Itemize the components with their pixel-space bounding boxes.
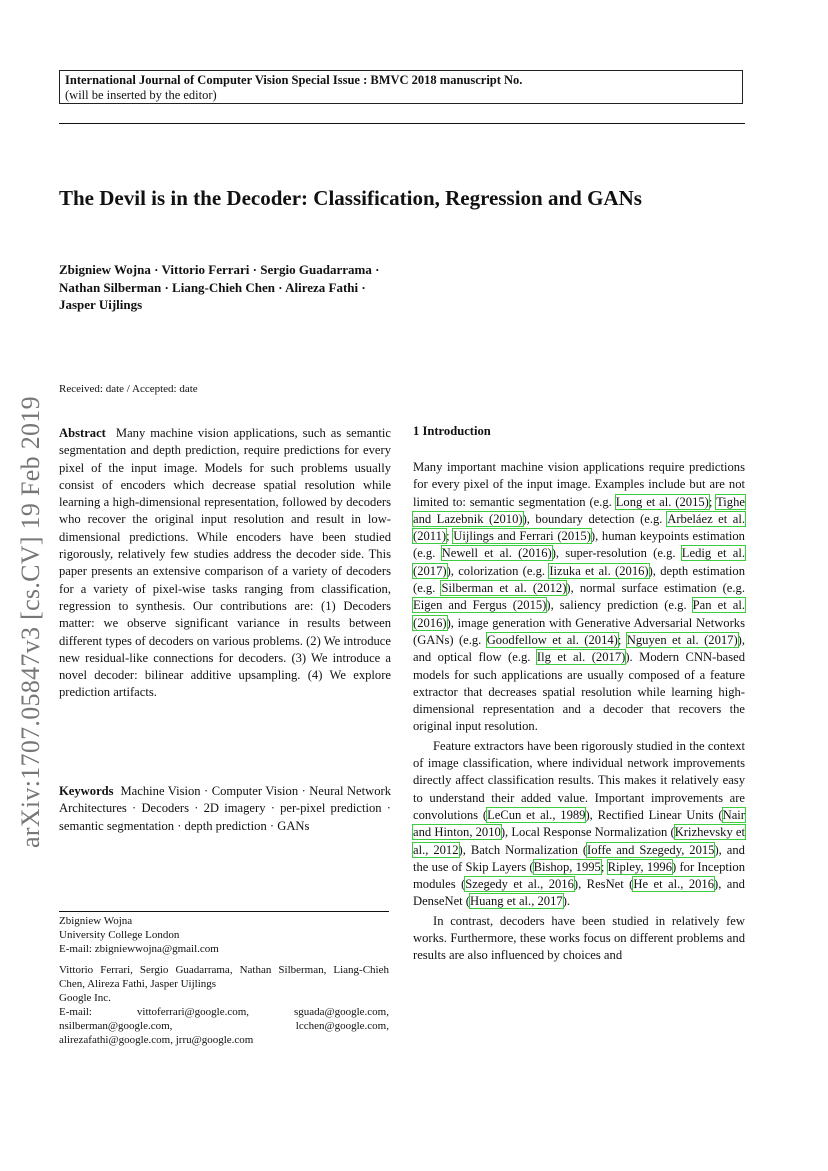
paper-title: The Devil is in the Decoder: Classification, Regression and GANs bbox=[59, 186, 642, 210]
introduction-body bbox=[413, 459, 745, 965]
citation-link[interactable]: Long et al. (2015) bbox=[615, 494, 709, 509]
body-text: ), boundary detection (e.g. bbox=[522, 511, 668, 526]
author-line-3: Jasper Uijlings bbox=[59, 297, 143, 312]
body-text: ), ResNet ( bbox=[573, 877, 634, 892]
body-text: Many important machine vision applications require predictions for every pixel of the input image. Examples include but are not limited to: semantic segmentation (e.g. bbox=[413, 460, 745, 509]
email-silberman: nsilberman@google.com, bbox=[59, 1020, 173, 1032]
email-label: E-mail: bbox=[59, 1006, 92, 1018]
body-text: ), and optical flow (e.g. bbox=[413, 632, 745, 665]
citation-link[interactable]: Uijlings and Ferrari (2015) bbox=[453, 529, 591, 544]
citation-link[interactable]: Nguyen et al. (2017) bbox=[626, 632, 738, 647]
citation-link[interactable]: Tighe and Lazebnik (2010) bbox=[413, 494, 745, 526]
email-row-2 bbox=[59, 1019, 389, 1033]
citation-link[interactable]: Krizhevsky et al., 2012 bbox=[413, 825, 745, 857]
body-text: ; bbox=[446, 529, 454, 544]
author-line-2: Nathan Silberman · Liang-Chieh Chen · Alireza Fathi · bbox=[59, 279, 366, 295]
body-text: ), colorization (e.g. bbox=[446, 563, 550, 578]
other-authors-affiliation: Google Inc. bbox=[59, 992, 111, 1004]
body-text: In contrast, decoders have been studied in relatively few works. Furthermore, these works focus on different problems and results are also influenced by choices and bbox=[413, 913, 745, 963]
email-row-1 bbox=[59, 1005, 389, 1019]
body-text: ), and the use of Skip Layers ( bbox=[413, 842, 745, 874]
body-text: ; bbox=[617, 632, 627, 647]
body-text: ), Batch Normalization ( bbox=[458, 842, 588, 857]
abstract-text: Many machine vision applications, such as semantic segmentation and depth prediction, require predictions for every pixel of the input image. Models for such problems usually consist of encoders which decrease spatial resolution while learning a high-dimensional representation, followed by decoders who recover the original input resolution and result in low-dimensional predictions. While encoders have been studied rigorously, relatively few studies address the decoder side. This paper presents an extensive comparison of a variety of decoders for a variety of pixel-wise tasks ranging from classification, regression to synthesis. Our contributions are: (1) Decoders matter: we observe significant variance in results between different types of decoders on various problems. (2) We introduce new residual-like connections for decoders. (3) We introduce a novel decoder: bilinear additive upsampling. (4) We explore prediction artifacts. bbox=[59, 426, 392, 700]
author-1-name: Zbigniew Wojna bbox=[59, 915, 133, 927]
introduction-heading: 1 Introduction bbox=[413, 424, 491, 438]
body-text: ; bbox=[708, 494, 717, 509]
email-chen: lcchen@google.com, bbox=[295, 1020, 389, 1032]
citation-link[interactable]: Huang et al., 2017 bbox=[470, 894, 563, 909]
editor-note: (will be inserted by the editor) bbox=[65, 88, 217, 102]
citation-link[interactable]: Arbeláez et al. (2011) bbox=[413, 511, 745, 544]
author-1-affiliation: University College London bbox=[59, 929, 180, 941]
abstract-section bbox=[59, 425, 391, 702]
citation-link[interactable]: Eigen and Fergus (2015) bbox=[413, 598, 547, 613]
footnote-other-authors bbox=[59, 963, 389, 1047]
citation-link[interactable]: Pan et al. (2016) bbox=[413, 598, 745, 630]
body-text: ), human keypoints estimation (e.g. bbox=[413, 529, 745, 561]
abstract-heading: Abstract bbox=[59, 426, 106, 440]
citation-link[interactable]: He et al., 2016 bbox=[633, 877, 715, 892]
arxiv-identifier: arXiv:1707.05847v3 [cs.CV] 19 Feb 2019 bbox=[16, 396, 45, 848]
email-guadarrama: sguada@google.com, bbox=[293, 1006, 389, 1018]
author-list bbox=[59, 261, 519, 314]
body-text: ), Rectified Linear Units ( bbox=[585, 807, 723, 822]
author-line-1: Zbigniew Wojna · Vittorio Ferrari · Sergio Guadarrama · bbox=[59, 262, 380, 277]
body-text: ; bbox=[600, 859, 608, 874]
body-text: ) for Inception modules ( bbox=[413, 859, 745, 892]
body-text: ), and DenseNet ( bbox=[413, 877, 745, 909]
received-date: Received: date / Accepted: date bbox=[59, 383, 198, 395]
citation-link[interactable]: Nair and Hinton, 2010 bbox=[413, 807, 745, 840]
body-text: ), depth estimation (e.g. bbox=[413, 563, 745, 596]
citation-link[interactable]: Bishop, 1995 bbox=[533, 859, 601, 874]
citation-link[interactable]: Ilg et al. (2017) bbox=[536, 650, 626, 665]
keywords-section bbox=[59, 783, 391, 835]
body-text: ), normal surface estimation (e.g. bbox=[566, 581, 745, 596]
body-text: ). Modern CNN-based models for such applications are usually composed of a feature extractor that decreases spatial resolution while learning high-dimensional representation and a decoder that recovers the original input resolution. bbox=[413, 650, 746, 734]
citation-link[interactable]: LeCun et al., 1989 bbox=[487, 807, 586, 822]
body-text: ). bbox=[562, 894, 571, 909]
body-text: ), super-resolution (e.g. bbox=[551, 546, 682, 561]
citation-link[interactable]: Ledig et al. (2017) bbox=[413, 546, 745, 578]
intro-paragraph-3 bbox=[413, 913, 745, 965]
citation-link[interactable]: Goodfellow et al. (2014) bbox=[486, 632, 618, 647]
citation-link[interactable]: Iizuka et al. (2016) bbox=[549, 563, 649, 578]
citation-link[interactable]: Ioffe and Szegedy, 2015 bbox=[587, 842, 715, 857]
citation-link[interactable]: Silberman et al. (2012) bbox=[441, 581, 567, 596]
body-text: ), image generation with Generative Adversarial Networks (GANs) (e.g. bbox=[413, 615, 745, 647]
body-text: Feature extractors have been rigorously studied in the context of image classification, where individual network improvements directly affect classification results. This makes it relatively easy to understand their added value. Important improvements are convolutions ( bbox=[413, 738, 745, 822]
body-text: ), Local Response Normalization ( bbox=[500, 825, 675, 840]
keywords-heading: Keywords bbox=[59, 784, 114, 798]
body-text: ), saliency prediction (e.g. bbox=[546, 598, 693, 613]
email-ferrari: vittoferrari@google.com, bbox=[136, 1006, 250, 1018]
journal-name: International Journal of Computer Vision Special Issue : BMVC 2018 manuscript No. bbox=[65, 73, 523, 87]
footnote-rule bbox=[59, 911, 389, 912]
journal-header-box bbox=[59, 70, 743, 104]
header-rule bbox=[59, 123, 745, 124]
citation-link[interactable]: Szegedy et al., 2016 bbox=[465, 877, 574, 892]
other-authors-names: Vittorio Ferrari, Sergio Guadarrama, Nathan Silberman, Liang-Chieh Chen, Alireza Fathi, Jasper Uijlings bbox=[59, 964, 389, 990]
author-1-email: E-mail: zbigniewwojna@gmail.com bbox=[59, 943, 219, 955]
citation-link[interactable]: Newell et al. (2016) bbox=[441, 546, 552, 561]
intro-paragraph-1 bbox=[413, 459, 745, 736]
keywords-text: Machine Vision · Computer Vision · Neural Network Architectures · Decoders · 2D imagery · per-pixel prediction · semantic segmentation · depth prediction · GANs bbox=[59, 784, 391, 833]
footnote-author-1 bbox=[59, 914, 389, 956]
intro-paragraph-2 bbox=[413, 738, 745, 911]
email-row-3: alirezafathi@google.com, jrru@google.com bbox=[59, 1034, 254, 1046]
citation-link[interactable]: Ripley, 1996 bbox=[607, 859, 673, 874]
